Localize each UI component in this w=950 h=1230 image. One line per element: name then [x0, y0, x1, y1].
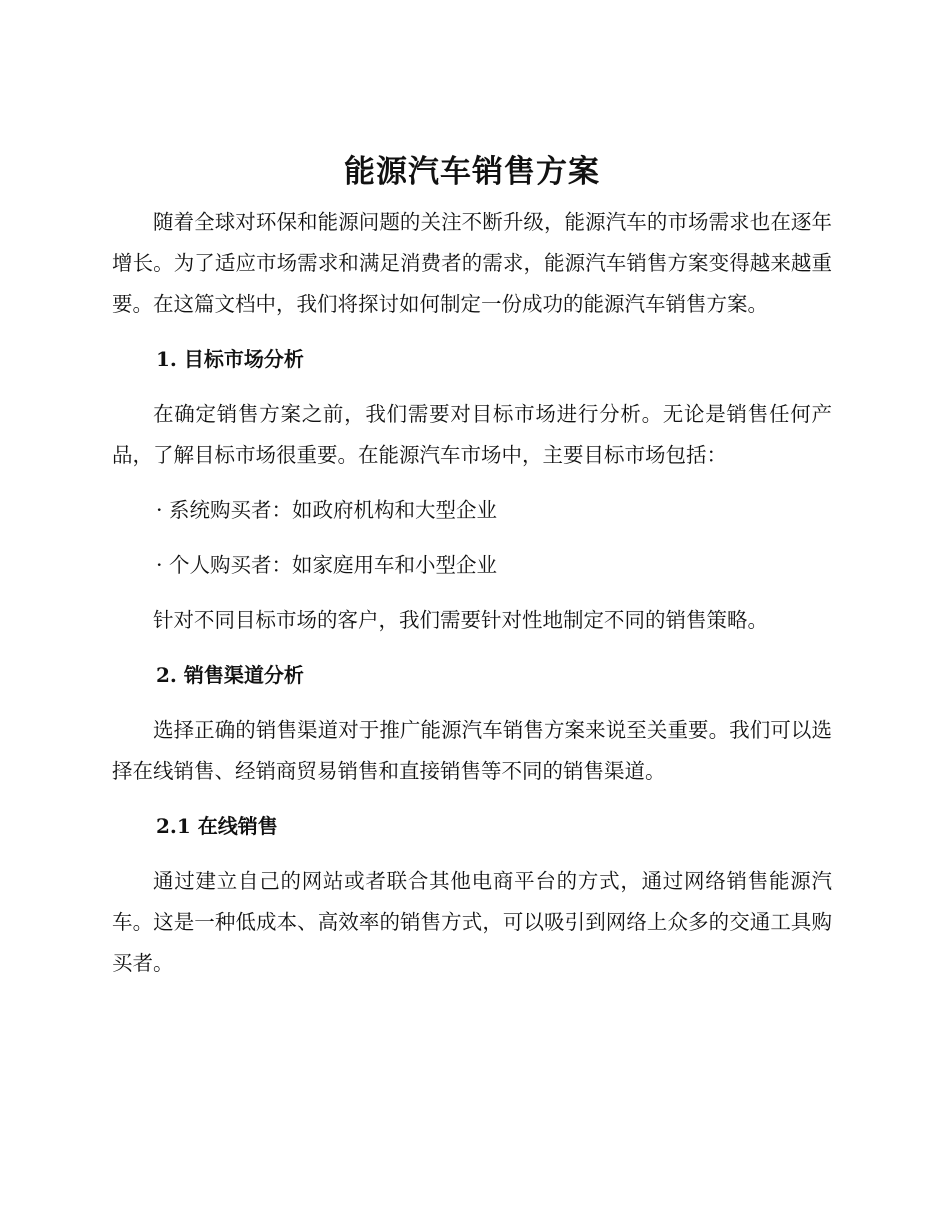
spacer [112, 641, 832, 655]
bullet-item: · 个人购买者：如家庭用车和小型企业 [156, 553, 498, 577]
section-2-heading: 2. 销售渠道分析 [156, 663, 304, 687]
section-1-paragraph: 在确定销售方案之前，我们需要对目标市场进行分析。无论是销售任何产品，了解目标市场很重要。在能源汽车市场中，主要目标市场包括： [112, 402, 832, 467]
section-2-1-paragraph: 通过建立自己的网站或者联合其他电商平台的方式，通过网络销售能源汽车。这是一种低成本、高效率的销售方式，可以吸引到网络上众多的交通工具购买者。 [112, 869, 832, 975]
spacer [112, 325, 832, 339]
section-2-paragraph: 选择正确的销售渠道对于推广能源汽车销售方案来说至关重要。我们可以选择在线销售、经销商贸易销售和直接销售等不同的销售渠道。 [112, 718, 832, 783]
spacer [112, 847, 832, 861]
document-page [112, 148, 832, 984]
spacer [112, 696, 832, 710]
section-2-1-heading: 2.1 在线销售 [156, 814, 278, 838]
spacer [112, 476, 832, 490]
intro-paragraph: 随着全球对环保和能源问题的关注不断升级，能源汽车的市场需求也在逐年增长。为了适应市场需求和满足消费者的需求，能源汽车销售方案变得越来越重要。在这篇文档中，我们将探讨如何制定一份成功的能源汽车销售方案。 [112, 210, 832, 316]
section-1-heading: 1. 目标市场分析 [156, 347, 304, 371]
spacer [112, 380, 832, 394]
spacer [112, 586, 832, 600]
section-1-conclusion: 针对不同目标市场的客户，我们需要针对性地制定不同的销售策略。 [153, 608, 768, 632]
spacer [112, 531, 832, 545]
spacer [112, 792, 832, 806]
document-title: 能源汽车销售方案 [344, 154, 600, 190]
bullet-item: · 系统购买者：如政府机构和大型企业 [156, 498, 498, 522]
